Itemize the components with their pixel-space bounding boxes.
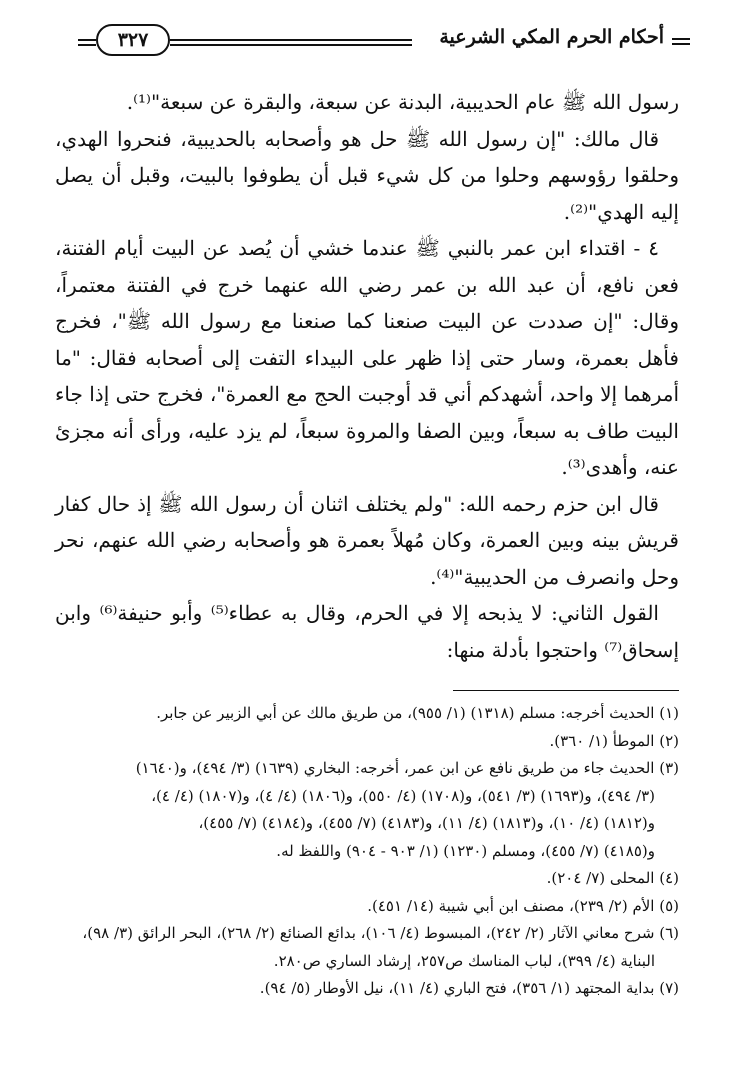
- footnote-separator: [453, 690, 679, 691]
- header-rule-end: [78, 39, 96, 46]
- footnote-3-line-4: و(٤١٨٥) (٧/ ٤٥٥)، ومسلم (١٢٣٠) (١/ ٩٠٣ - ٩٠٤) واللفظ له.: [276, 841, 655, 860]
- paragraph-malik: قال مالك: "إن رسول الله ﷺ حل هو وأصحابه بالحديبية، فنحروا الهدي، وحلقوا رؤوسهم وحلوا من كل شيء قبل أن يطوفوا بالبيت، وقبل أن يصل إليه الهدي"⁽²⁾.: [55, 126, 679, 224]
- footnote-5: (٥) الأم (٢/ ٢٣٩)، مصنف ابن أبي شيبة (١٤/ ٤٥١).: [367, 896, 679, 915]
- page-number-badge: ٣٢٧: [96, 24, 170, 56]
- footnotes: [55, 700, 679, 1003]
- footnote-1: (١) الحديث أخرجه: مسلم (١٣١٨) (١/ ٩٥٥)، من طريق مالك عن أبي الزبير عن جابر.: [156, 704, 679, 722]
- paragraph-ibn-hazm: قال ابن حزم رحمه الله: "ولم يختلف اثنان أن رسول الله ﷺ إذ حال كفار قريش بينه وبين العمرة، وكان مُهلاً بعمرة هو وأصحابه رضي الله عنهم، نحر وحل وانصرف من الحديبية"⁽⁴⁾.: [55, 491, 679, 589]
- main-text: [55, 84, 679, 668]
- paragraph-second-opinion: القول الثاني: لا يذبحه إلا في الحرم، وقال به عطاء⁽⁵⁾ وأبو حنيفة⁽⁶⁾ وابن إسحاق⁽⁷⁾ واحتجوا بأدلة منها:: [55, 601, 679, 662]
- running-header: [78, 22, 690, 62]
- header-rule: [170, 39, 412, 46]
- footnote-3-line-2: (٣/ ٤٩٤)، و(١٦٩٣) (٣/ ٥٤١)، و(١٧٠٨) (٤/ ٥٥٠)، و(١٨٠٦) (٤/ ٤)، و(١٨٠٧) (٤/ ٤)،: [151, 786, 655, 805]
- footnote-3: (٣) الحديث جاء من طريق نافع عن ابن عمر، أخرجه: البخاري (١٦٣٩) (٣/ ٤٩٤)، و(١٦٤٠): [135, 759, 679, 777]
- paragraph-continuation: رسول الله ﷺ عام الحديبية، البدنة عن سبعة، والبقرة عن سبعة"⁽¹⁾.: [126, 90, 679, 114]
- footnote-7: (٧) بداية المجتهد (١/ ٣٥٦)، فتح الباري (٤/ ١١)، نيل الأوطار (٥/ ٩٤).: [259, 979, 679, 997]
- footnote-4: (٤) المحلى (٧/ ٢٠٤).: [546, 869, 679, 887]
- footnote-6-line-2: البناية (٤/ ٣٩٩)، لباب المناسك ص٢٥٧، إرشاد الساري ص٢٨٠.: [273, 951, 655, 970]
- footnote-2: (٢) الموطأ (١/ ٣٦٠).: [549, 731, 679, 750]
- footnote-3-line-3: و(١٨١٢) (٤/ ١٠)، و(١٨١٣) (٤/ ١١)، و(٤١٨٣) (٧/ ٤٥٥)، و(٤١٨٤) (٧/ ٤٥٥)،: [198, 814, 655, 832]
- header-title: أحكام الحرم المكي الشرعية: [439, 26, 664, 48]
- footnote-6: (٦) شرح معاني الآثار (٢/ ٢٤٢)، المبسوط (٤/ ١٠٦)، بدائع الصنائع (٢/ ٢٦٨)، البحر الرائق (٣/ ٩٨)،: [82, 924, 679, 942]
- header-dash-ornament: [672, 38, 690, 45]
- paragraph-ibn-umar: ٤ - اقتداء ابن عمر بالنبي ﷺ عندما خشي أن يُصد عن البيت أيام الفتنة، فعن نافع، أن عبد الله بن عمر رضي الله عنهما خرج في الفتنة معتمراً، وقال: "إن صددت عن البيت صنعنا كما صنعنا مع رسول الله ﷺ"، فخرج فأهل بعمرة، وسار حتى إذا ظهر على البيداء التفت إلى أصحابه فقال: "ما أمرهما إلا واحد، أشهدكم أني قد أوجبت الحج مع العمرة"، فخرج حتى إذا جاء البيت طاف به سبعاً، وبين الصفا والمروة سبعاً، لم يزد عليه، ورأى أنه مجزئ عنه، وأهدى⁽³⁾.: [55, 236, 679, 479]
